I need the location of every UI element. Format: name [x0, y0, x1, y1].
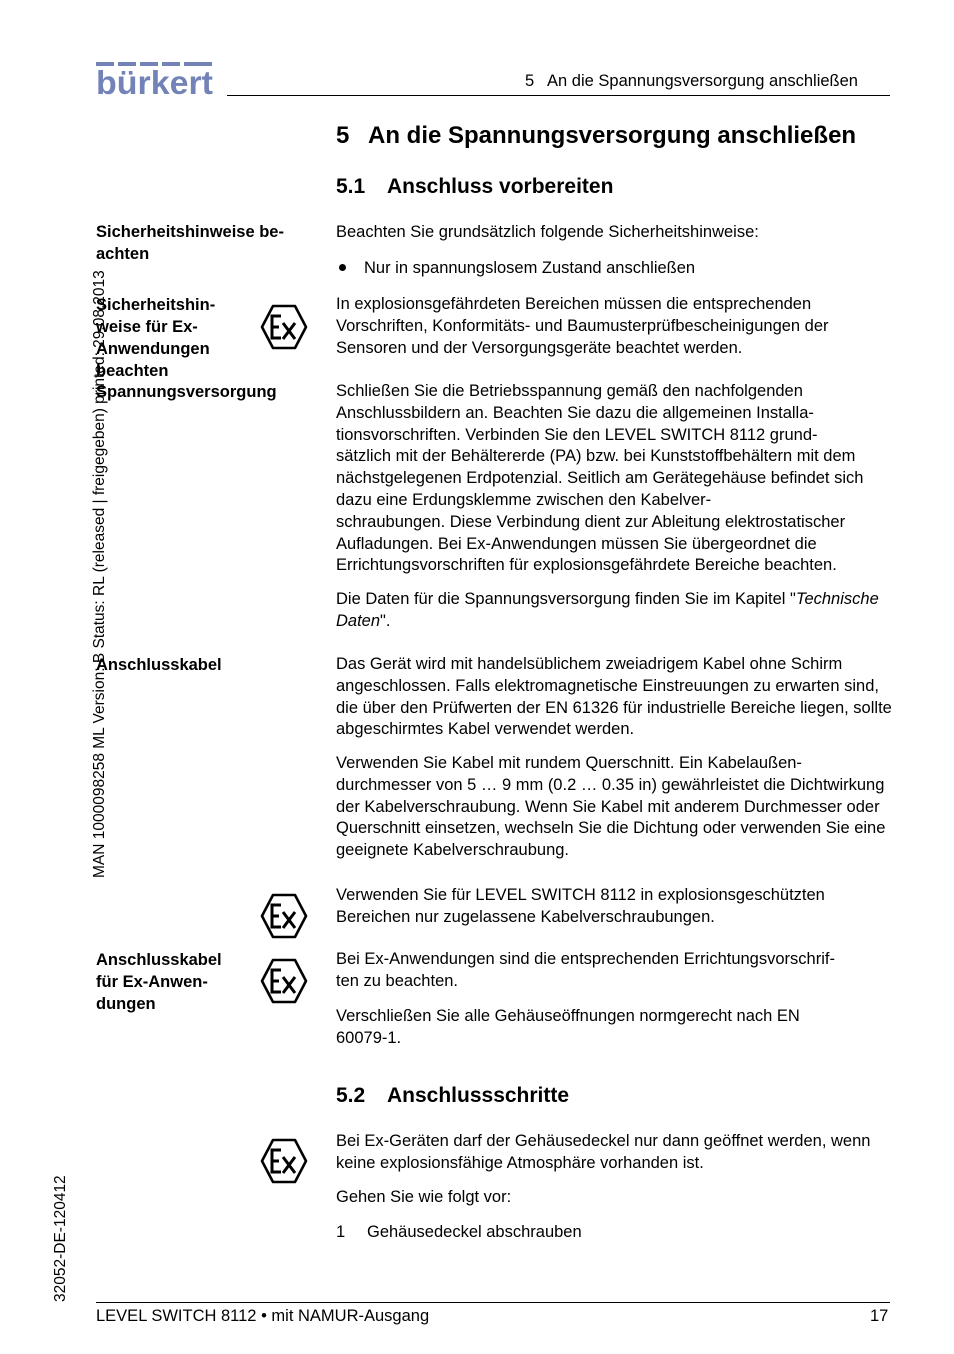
- side-label-power-supply: Spannungsversorgung: [96, 383, 277, 401]
- running-header: 5 An die Spannungsversorgung anschließen: [525, 72, 858, 90]
- section-heading-5-2: [336, 1084, 569, 1108]
- section-title: Anschlussschritte: [387, 1084, 570, 1107]
- step-text: Gehäusedeckel abschrauben: [367, 1223, 582, 1241]
- paragraph-cable-2: Verwenden Sie Kabel mit rundem Querschnitt. Ein Kabelaußen- durchmesser von 5 … 9 mm (0.2 … 0.35 in) gewährleistet die Dichtwirkung der Kabelverschraubung. Wenn Sie Kabel mit anderem Durchmesser oder Querschnitt einsetzen, wechseln Sie die Dichtung oder verwenden Sie eine geeignete Kabelverschraubung.: [336, 754, 886, 860]
- reference-text: Die Daten für die Spannungsversorgung finden Sie im Kapitel ": [336, 590, 796, 608]
- bullet-item: [336, 258, 892, 280]
- footer-rule: [96, 1302, 890, 1303]
- paragraph-cable-3: Verwenden Sie für LEVEL SWITCH 8112 in explosionsgeschützten Bereichen nur zugelassene Kabelverschraubungen.: [336, 886, 825, 926]
- paragraph-cable-1: Das Gerät wird mit handelsüblichem zweiadrigem Kabel ohne Schirm angeschlossen. Falls elektromagnetische Einstreuungen zu erwarten sind, die über den Prüfwerten der EN 61326 für industrielle Bereiche liegen, sollte abgeschirmtes Kabel verwendet werden.: [336, 655, 892, 739]
- ex-explosion-protection-icon: [260, 304, 308, 350]
- section-title: Anschluss vorbereiten: [387, 175, 614, 198]
- section-number: 5.1: [336, 175, 366, 198]
- section-heading-5-1: [336, 175, 613, 199]
- paragraph-safety-intro: Beachten Sie grundsätzlich folgende Sicherheitshinweise:: [336, 223, 759, 241]
- bullet-text: Nur in spannungslosem Zustand anschließen: [364, 259, 696, 277]
- step-item: [336, 1222, 892, 1244]
- ex-explosion-protection-icon: [260, 958, 308, 1004]
- chapter-reference: Technische Daten: [336, 590, 879, 630]
- logo-wordmark: bürkert: [96, 64, 214, 98]
- document-code-margin-text: 32052-DE-120412: [52, 1175, 69, 1302]
- ex-explosion-protection-icon: [260, 893, 308, 939]
- side-label-cable-ex: Anschlusskabel für Ex-Anwen- dungen: [96, 951, 222, 1013]
- step-number: 1: [336, 1223, 346, 1241]
- document-status-margin-text: MAN 1000098258 ML Version: B Status: RL (released | freigegeben) printed: 29.08.2013: [91, 270, 108, 878]
- ex-explosion-protection-icon: [260, 1138, 308, 1184]
- paragraph-steps-intro: Gehen Sie wie folgt vor:: [336, 1188, 512, 1206]
- paragraph-cable-ex-1: Bei Ex-Anwendungen sind die entsprechenden Errichtungsvorschrif- ten zu beachten.: [336, 950, 835, 990]
- paragraph-cable-ex-2: Verschließen Sie alle Gehäuseöffnungen normgerecht nach EN 60079-1.: [336, 1007, 800, 1047]
- section-number: 5.2: [336, 1084, 366, 1107]
- side-label-safety: Sicherheitshinweise be- achten: [96, 223, 284, 263]
- header-rule: [227, 95, 890, 96]
- paragraph-power-data-reference: [336, 589, 892, 633]
- chapter-number: 5: [336, 122, 350, 149]
- paragraph-ex-areas: In explosionsgefährdeten Bereichen müssen die entsprechenden Vorschriften, Konformitäts- und Baumusterprüfbescheinigungen der Sensoren und der Versorgungsgeräte beachtet werden.: [336, 295, 829, 357]
- chapter-heading: [336, 122, 856, 150]
- page-number: 17: [870, 1307, 889, 1325]
- paragraph-steps-ex: Bei Ex-Geräten darf der Gehäusedeckel nur dann geöffnet werden, wenn keine explosionsfähige Atmosphäre vorhanden ist.: [336, 1132, 871, 1172]
- buerkert-logo: [96, 62, 214, 98]
- paragraph-power-supply: Schließen Sie die Betriebsspannung gemäß den nachfolgenden Anschlussbildern an. Beachten Sie dazu die allgemeinen Installa- tionsvorschriften. Verbinden Sie den LEVEL SWITCH 8112 grund- sätzlich mit der Behältererde (PA) bzw. bei Kunststoffbehältern mit dem nächstgelegenen Erdpotenzial. Seitlich am Gerätegehäuse befindet sich dazu eine Erdungsklemme zwischen den Kabelver- schraubungen. Diese Verbindung dient zur Ableitung elektrostatischer Aufladungen. Bei Ex-Anwendungen müssen Sie übergeordnet die Errichtungsvorschriften für explosionsgefährdete Bereiche beachten.: [336, 382, 864, 575]
- side-label-safety-ex: Sicherheitshin- weise für Ex- Anwendungen beachten: [96, 296, 216, 380]
- footer-product-name: LEVEL SWITCH 8112 • mit NAMUR-Ausgang: [96, 1307, 430, 1325]
- reference-text-end: ".: [380, 611, 391, 630]
- side-label-cable: Anschlusskabel: [96, 656, 222, 674]
- chapter-title: An die Spannungsversorgung anschließen: [368, 122, 857, 149]
- bullet-icon: [339, 264, 346, 271]
